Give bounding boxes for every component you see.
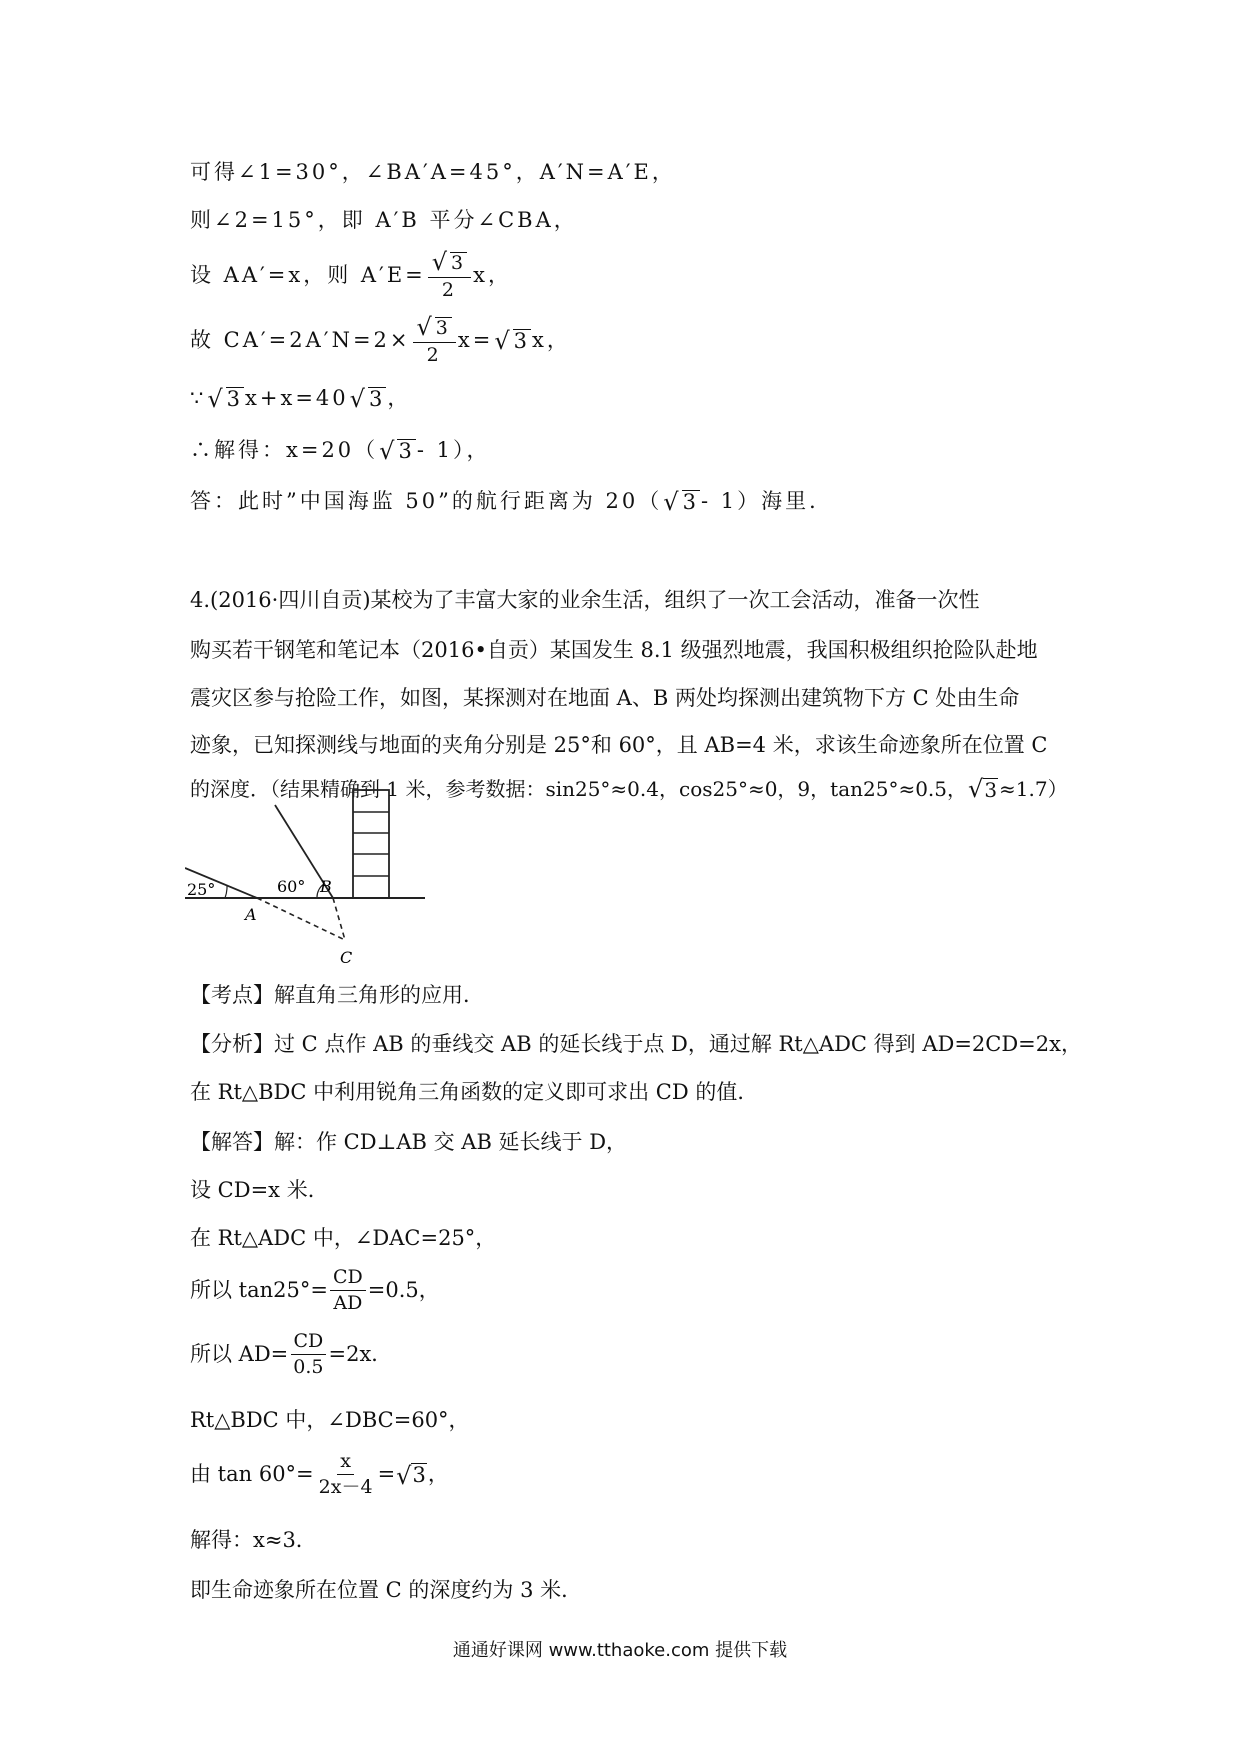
fenxi-line-2: 在 Rt△BDC 中利用锐角三角函数的定义即可求出 CD 的值．: [190, 1080, 759, 1104]
solution-line-6: ∴解得：x=20（ √ 3 - 1），: [190, 437, 491, 466]
fraction: √ 3 2: [413, 315, 456, 365]
angle-label-25: 25°: [187, 880, 216, 899]
point-label-b: B: [320, 877, 332, 896]
sqrt: √ 3: [494, 327, 531, 356]
problem4-line-5: 的深度．（结果精确到 1 米，参考数据：sin25°≈0.4，cos25°≈0，9，tan25°≈0.5， √ 3 ≈1.7）: [190, 775, 1068, 803]
solution-line-4: 故 CA′=2A′N=2× √ 3 2 x= √ 3 x，: [190, 313, 571, 366]
fenxi-line-1: 【分析】过 C 点作 AB 的垂线交 AB 的延长线于点 D，通过解 Rt△ADC 得到 AD=2CD=2x，: [190, 1032, 1082, 1056]
sqrt: √ 3: [663, 488, 699, 517]
solution-line-2: 则∠2=15°，即 A′B 平分∠CBA，: [190, 208, 578, 232]
building: [353, 790, 389, 898]
problem4-line-2: 购买若干钢笔和笔记本（2016•自贡）某国发生 8.1 级强烈地震，我国积极组织抢险队赴地: [190, 638, 1038, 662]
dashed-line-bc: [333, 898, 345, 940]
sqrt: √ 3: [431, 248, 467, 276]
answer-line: 答：此时”中国海监 50”的航行距离为 20（ √ 3 - 1）海里．: [190, 488, 834, 517]
angle-arc-a: [225, 886, 227, 898]
solution-line-1: 可得∠1=30°，∠BA′A=45°，A′N=A′E，: [190, 160, 676, 184]
problem4-line-4: 迹象，已知探测线与地面的夹角分别是 25°和 60°，且 AB=4 米，求该生命迹象所在位置 C: [190, 733, 1048, 757]
step-line-2: 在 Rt△ADC 中，∠DAC=25°，: [190, 1226, 497, 1250]
dashed-line-ac: [257, 898, 345, 940]
point-label-c: C: [340, 948, 353, 967]
problem4-line-1: 4.(2016·四川自贡)某校为了丰富大家的业余生活，组织了一次工会活动，准备一次性: [190, 588, 980, 612]
step-line-3: 所以 tan25°= $\frac{CD}{AD}$ =0.5，: [190, 1266, 440, 1314]
point-label-a: A: [245, 905, 257, 924]
step-line-4: 所以 AD= $\frac{CD}{0.5}$ =2x．: [190, 1330, 393, 1378]
sqrt: √ 3: [379, 437, 415, 466]
step-line-1: 设 CD=x 米．: [190, 1178, 329, 1202]
jieda-line: 【解答】解：作 CD⊥AB 交 AB 延长线于 D，: [190, 1130, 628, 1154]
geometry-diagram: [185, 788, 445, 978]
sqrt: √ 3: [968, 775, 998, 803]
fraction: √ 3 2: [428, 250, 471, 300]
sqrt: √ 3: [396, 1461, 426, 1490]
fraction: $\frac{CD}{0.5}$: [290, 1332, 326, 1377]
conclusion-line: 即生命迹象所在位置 C 的深度约为 3 米．: [190, 1578, 583, 1602]
step-line-5: Rt△BDC 中，∠DBC=60°，: [190, 1408, 470, 1432]
kaodian-line: 【考点】解直角三角形的应用．: [190, 983, 484, 1007]
solution-line-5: ∵ √ 3 x+x=40 √ 3 ，: [190, 385, 412, 414]
step-line-6: 由 tan 60°= $\frac{x}{2x-4}$ = √ 3 ，: [190, 1450, 449, 1498]
solution-line-3: 设 AA′=x，则 A′E= √ 3 2 x，: [190, 248, 512, 301]
fraction: $\frac{x}{2x-4}$: [318, 1450, 373, 1498]
page-footer: 通通好课网 www.tthaoke.com 提供下载: [452, 1640, 788, 1661]
fraction: $\frac{CD}{AD}$: [330, 1268, 366, 1313]
step-line-7: 解得：x≈3．: [190, 1528, 317, 1552]
sqrt: √ 3: [349, 385, 386, 414]
sqrt: √ 3: [416, 313, 451, 341]
sqrt: √ 3: [207, 385, 244, 414]
problem4-line-3: 震灾区参与抢险工作，如图，某探测对在地面 A、B 两处均探测出建筑物下方 C 处由生命: [190, 686, 1020, 710]
angle-label-60: 60°: [277, 877, 306, 896]
